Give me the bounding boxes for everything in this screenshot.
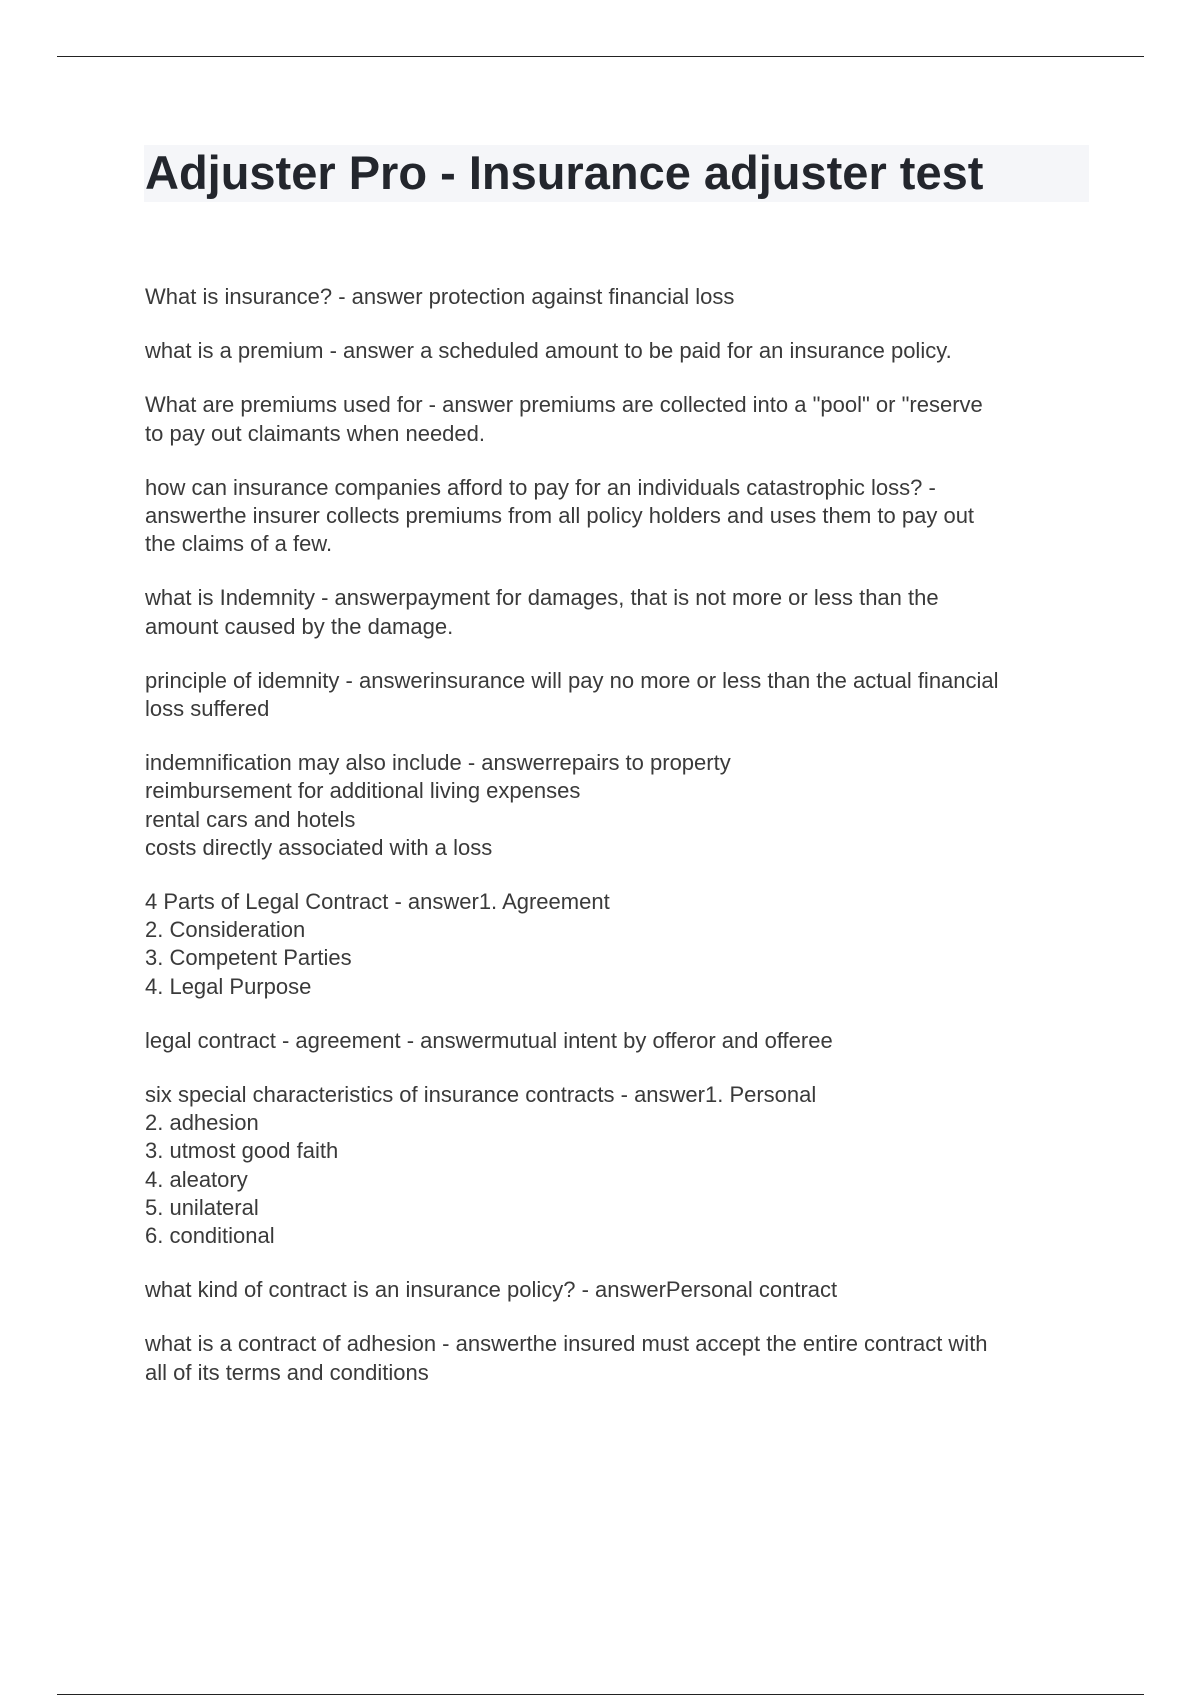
qa-line: what is a contract of adhesion - answerthe insured must accept the entire contract with xyxy=(145,1331,988,1357)
qa-line: What are premiums used for - answer premiums are collected into a "pool" or "reserve xyxy=(145,392,983,418)
qa-line: 3. utmost good faith xyxy=(145,1138,339,1164)
qa-entry xyxy=(145,283,1090,311)
qa-line: what kind of contract is an insurance policy? - answerPersonal contract xyxy=(145,1277,838,1303)
bottom-divider xyxy=(57,1694,1144,1695)
qa-line: amount caused by the damage. xyxy=(145,613,454,639)
qa-line: how can insurance companies afford to pay for an individuals catastrophic loss? - xyxy=(145,474,936,500)
qa-entry xyxy=(145,667,1090,723)
qa-line: answerthe insurer collects premiums from all policy holders and uses them to pay out xyxy=(145,503,975,529)
qa-line: 4 Parts of Legal Contract - answer1. Agreement xyxy=(145,889,610,915)
top-divider xyxy=(57,56,1144,57)
qa-entry xyxy=(145,584,1090,640)
qa-line: principle of idemnity - answerinsurance will pay no more or less than the actual financial xyxy=(145,667,999,693)
qa-entry xyxy=(145,888,1090,1001)
page-title: Adjuster Pro - Insurance adjuster test xyxy=(145,146,984,199)
qa-line: indemnification may also include - answerrepairs to property xyxy=(145,750,731,776)
qa-line: 2. adhesion xyxy=(145,1110,259,1136)
qa-line: reimbursement for additional living expenses xyxy=(145,778,581,804)
qa-line: 4. aleatory xyxy=(145,1166,248,1192)
qa-line: What is insurance? - answer protection against financial loss xyxy=(145,284,735,309)
qa-list xyxy=(145,283,1090,1413)
qa-line: rental cars and hotels xyxy=(145,806,356,832)
qa-entry xyxy=(145,337,1090,365)
qa-line: all of its terms and conditions xyxy=(145,1359,429,1385)
qa-entry xyxy=(145,1081,1090,1250)
qa-line: to pay out claimants when needed. xyxy=(145,420,486,446)
qa-line: what is Indemnity - answerpayment for damages, that is not more or less than the xyxy=(145,585,939,611)
qa-entry xyxy=(145,749,1090,862)
qa-entry xyxy=(145,1330,1090,1386)
qa-line: 5. unilateral xyxy=(145,1194,259,1220)
qa-entry xyxy=(145,1276,1090,1304)
qa-line: the claims of a few. xyxy=(145,531,333,557)
qa-entry xyxy=(145,391,1090,447)
qa-entry xyxy=(145,474,1090,559)
qa-line: what is a premium - answer a scheduled amount to be paid for an insurance policy. xyxy=(145,338,952,364)
qa-entry xyxy=(145,1027,1090,1055)
qa-line: 4. Legal Purpose xyxy=(145,973,312,999)
qa-line: six special characteristics of insurance contracts - answer1. Personal xyxy=(145,1082,817,1108)
qa-line: legal contract - agreement - answermutual intent by offeror and offeree xyxy=(145,1027,833,1053)
qa-line: 2. Consideration xyxy=(145,917,306,943)
qa-line: 6. conditional xyxy=(145,1223,275,1249)
qa-line: loss suffered xyxy=(145,696,270,722)
qa-line: 3. Competent Parties xyxy=(145,945,352,971)
qa-line: costs directly associated with a loss xyxy=(145,834,493,860)
